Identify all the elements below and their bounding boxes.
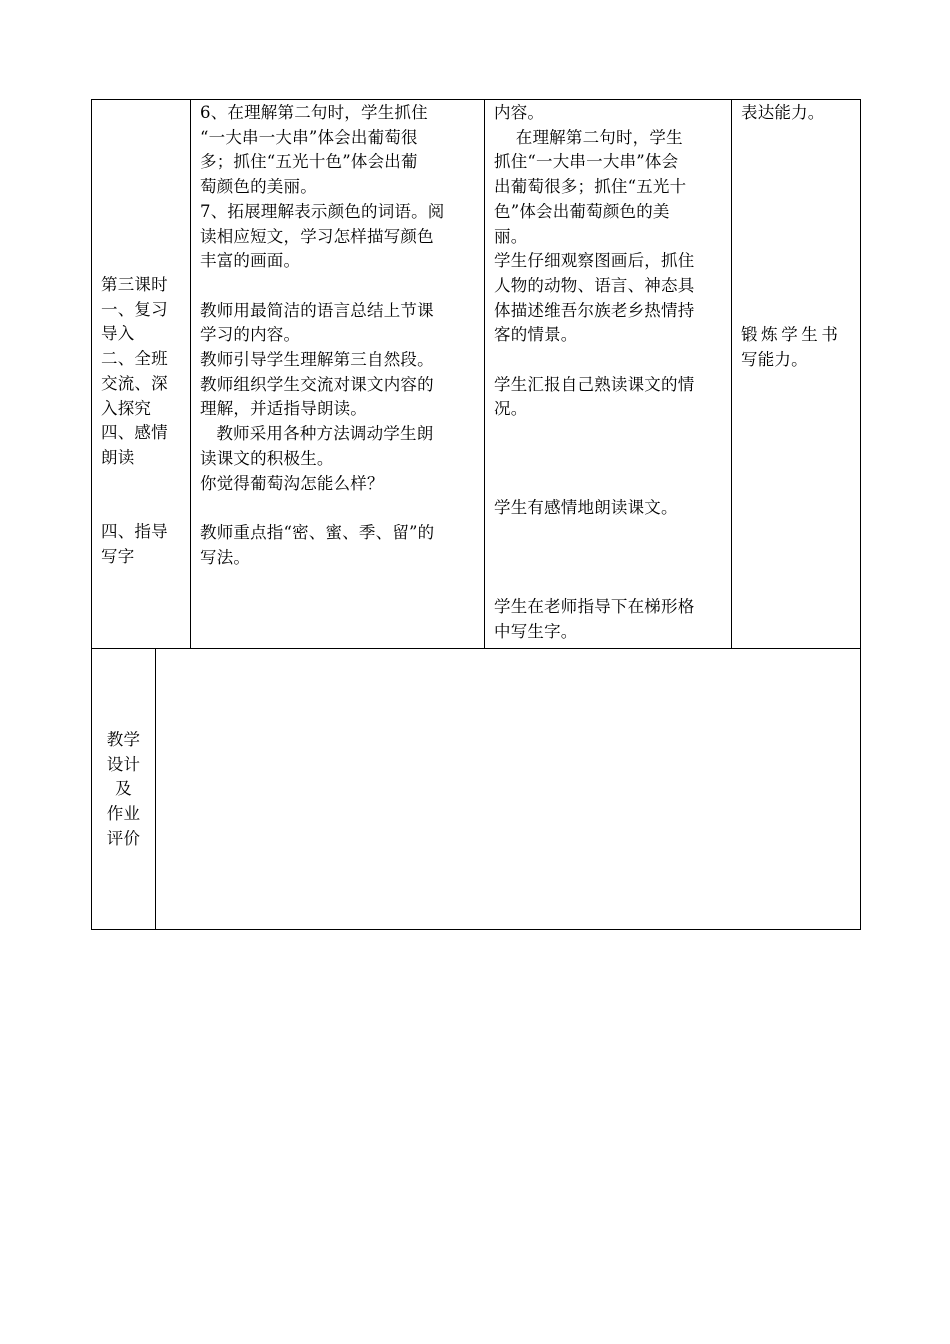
column-divider-3 (731, 99, 732, 649)
teacher-line: 6、在理解第二句时，学生抓住 (200, 103, 428, 122)
student-line: 况。 (494, 399, 528, 419)
student-line: 学生有感情地朗读课文。 (494, 498, 678, 518)
stage-line: 入探究 (101, 398, 152, 418)
intent-line: 锻炼学生书 (741, 325, 842, 345)
intent-line: 写能力。 (741, 350, 808, 369)
teacher-line: 理解，并适指导朗读。 (200, 399, 367, 419)
evaluation-divider (155, 648, 156, 930)
student-line: 抓住“一大串一大串”体会 (494, 152, 679, 172)
teacher-line: 多；抓住“五光十色”体会出葡 (200, 152, 418, 172)
teacher-line: 教师引导学生理解第三自然段。 (200, 350, 434, 369)
student-line: 人物的动物、语言、神态具 (494, 275, 695, 295)
student-line: 客的情景。 (494, 325, 578, 345)
teacher-line: 教师组织学生交流对课文内容的 (200, 374, 434, 394)
stage-line: 朗读 (101, 447, 135, 467)
teacher-line: 教师用最简洁的语言总结上节课 (200, 300, 434, 320)
column-divider-2 (484, 99, 485, 649)
stage-line: 第三课时 (101, 275, 168, 294)
student-line: 在理解第二句时，学生 (494, 127, 683, 147)
teacher-line: 7、拓展理解表示颜色的词语。阅 (200, 201, 445, 221)
student-line: 丽。 (494, 226, 528, 246)
teacher-line: 丰富的画面。 (200, 251, 301, 271)
student-line: 色”体会出葡萄颜色的美 (494, 201, 670, 221)
teacher-line: 你觉得葡萄沟怎能么样？ (200, 473, 384, 493)
teacher-line: 写法。 (200, 547, 251, 567)
stage-line: 写字 (101, 546, 135, 566)
evaluation-label-line: 设计 (106, 754, 141, 774)
student-line: 体描述维吾尔族老乡热情持 (494, 300, 695, 320)
student-line: 学生在老师指导下在梯形格 (494, 597, 695, 616)
student-line: 学生汇报自己熟读课文的情 (494, 374, 695, 394)
evaluation-table (91, 648, 861, 930)
stage-line: 二、全班 (101, 349, 168, 369)
teacher-line: 萄颜色的美丽。 (200, 177, 317, 197)
teacher-line: 学习的内容。 (200, 325, 301, 345)
stage-line: 导入 (101, 324, 135, 344)
evaluation-label-line: 及 (115, 779, 132, 799)
student-line: 内容。 (494, 103, 545, 122)
intent-line: 表达能力。 (741, 103, 825, 122)
evaluation-label-line: 评价 (106, 828, 141, 848)
stage-line: 四、指导 (101, 522, 168, 541)
stage-line: 一、复习 (101, 299, 168, 319)
teacher-line: “一大串一大串”体会出葡萄很 (200, 127, 418, 147)
stage-line: 四、感情 (101, 423, 168, 443)
student-line: 中写生字。 (494, 621, 578, 641)
evaluation-label-line: 作业 (106, 804, 141, 824)
teacher-line: 读课文的积极生。 (200, 448, 334, 468)
student-line: 学生仔细观察图画后，抓住 (494, 251, 695, 271)
evaluation-label-line: 教学 (106, 730, 141, 749)
student-line: 出葡萄很多；抓住“五光十 (494, 177, 687, 197)
teacher-line: 读相应短文，学习怎样描写颜色 (200, 226, 434, 246)
column-divider-1 (190, 99, 191, 649)
teacher-line: 教师重点指“密、蜜、季、留”的 (200, 522, 435, 542)
teacher-line: 教师采用各种方法调动学生朗 (200, 424, 434, 444)
stage-line: 交流、深 (101, 373, 168, 393)
